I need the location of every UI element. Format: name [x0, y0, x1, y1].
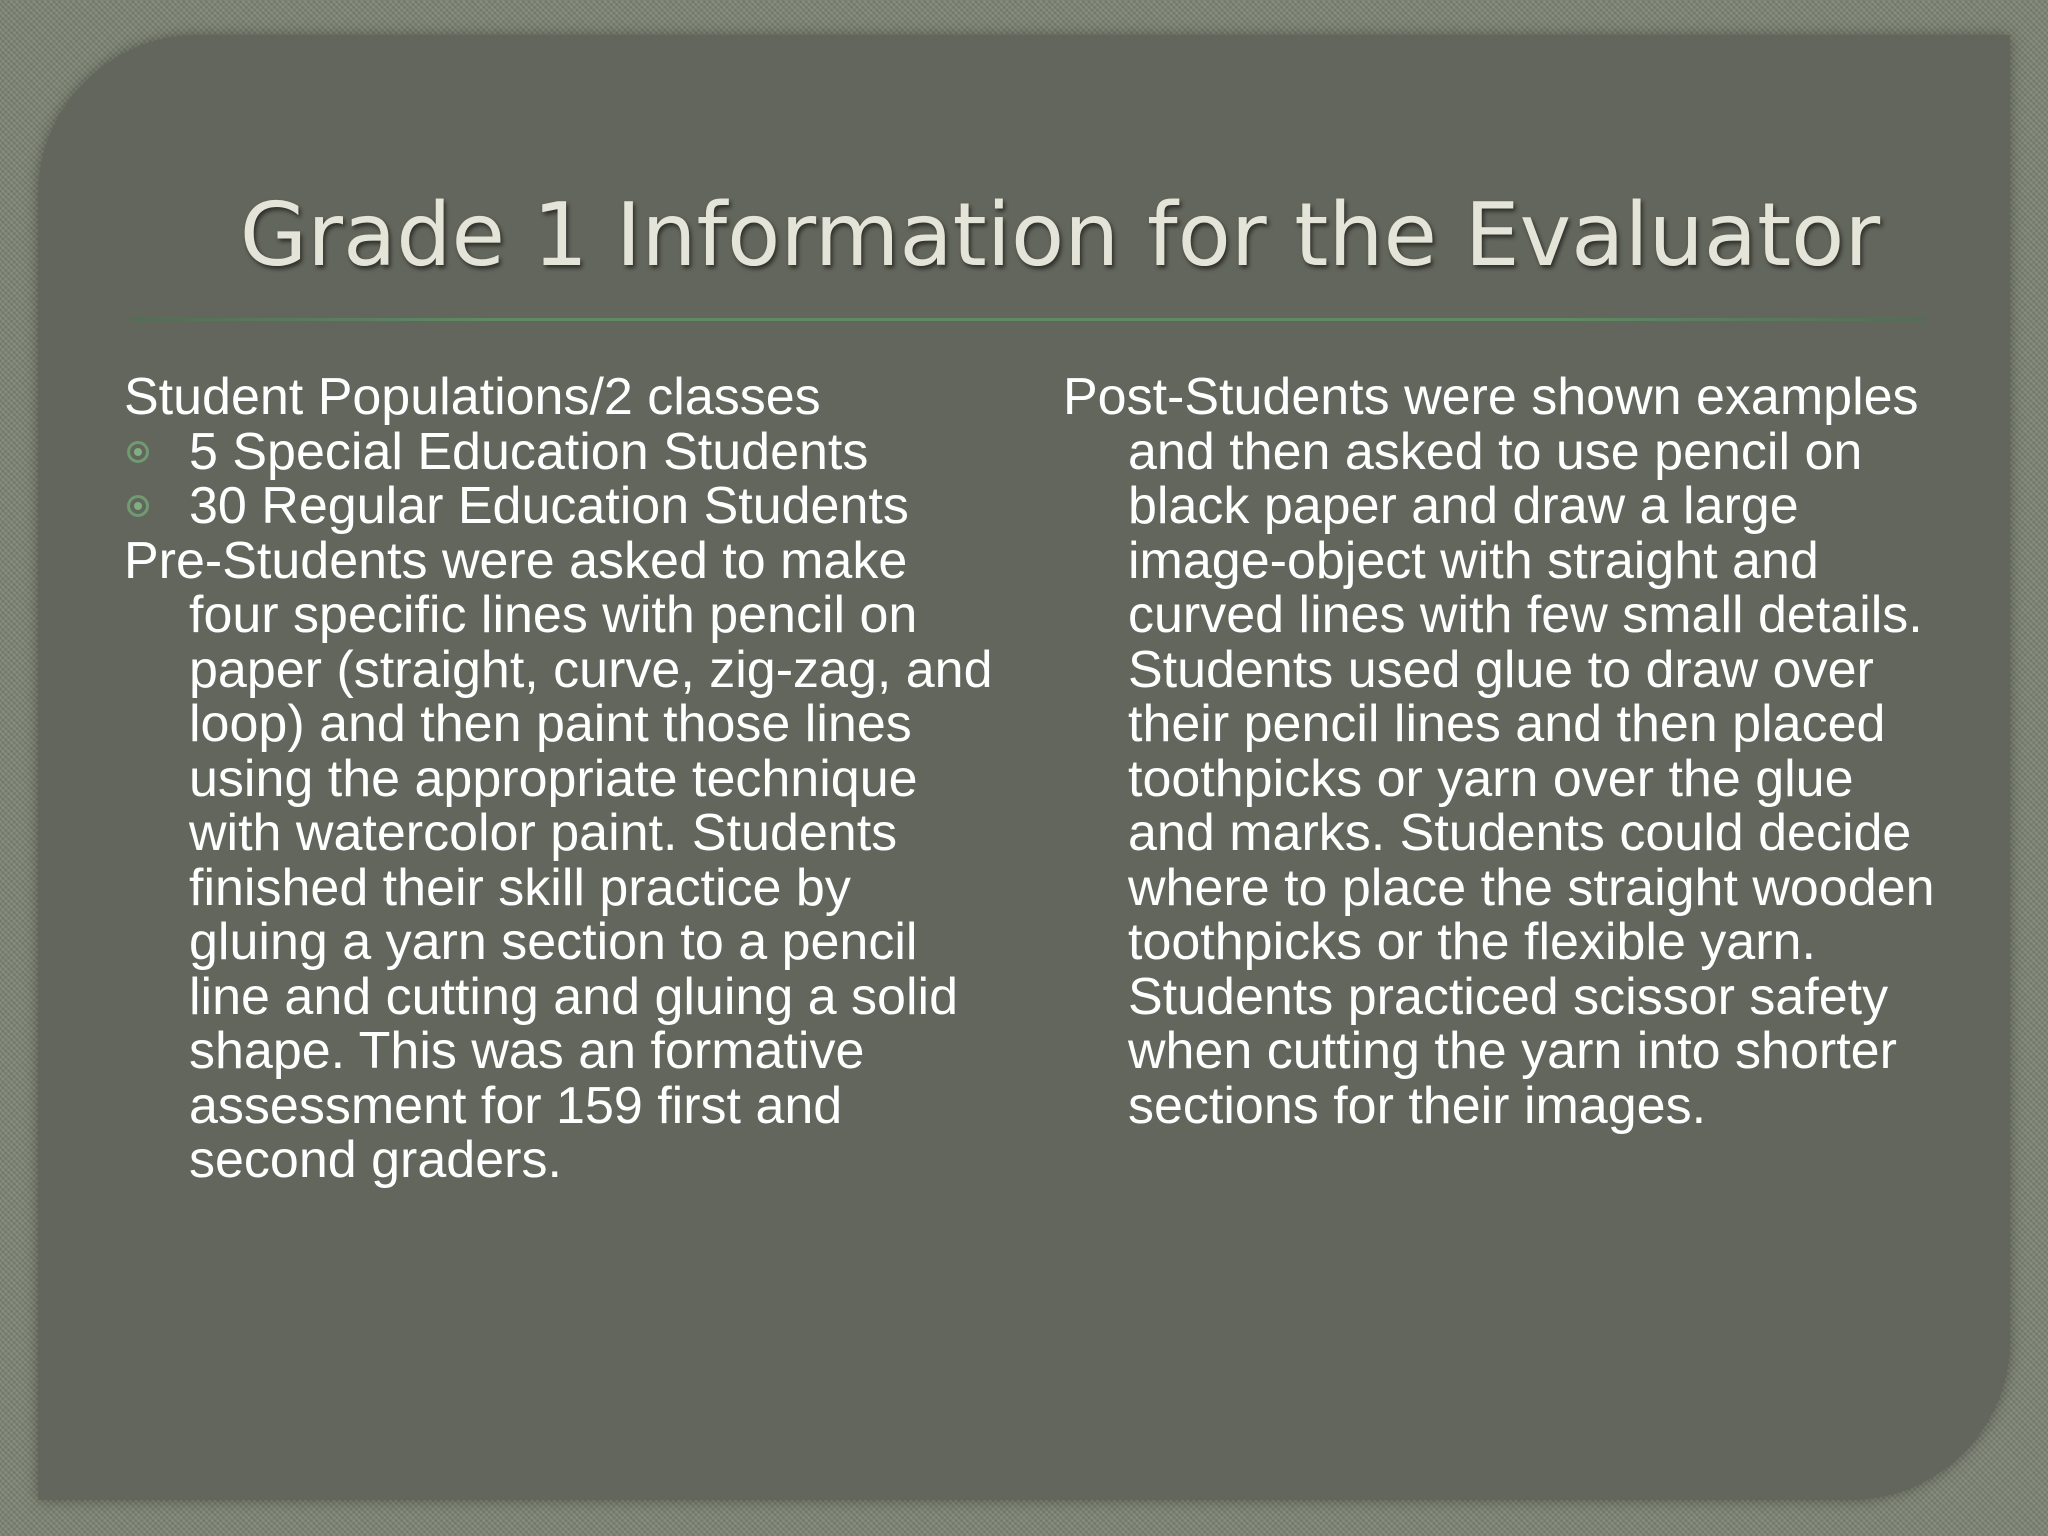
- circle-dot-bullet-icon: [127, 495, 149, 517]
- bullet-text: 30 Regular Education Students: [189, 477, 909, 535]
- bullet-item-regular-education: [124, 479, 1004, 534]
- circle-dot-bullet-icon: [127, 441, 149, 463]
- bullet-text: 5 Special Education Students: [189, 422, 869, 481]
- left-column: [124, 370, 1004, 1188]
- bullet-item-special-education: [124, 422, 1004, 481]
- right-column: [1063, 370, 1943, 1133]
- title-divider: [132, 318, 1924, 321]
- student-populations-heading: Student Populations/2 classes: [124, 368, 821, 426]
- post-assessment-paragraph: Post-Students were shown examples and then asked to use pencil on black paper and draw a large image-object with straight and curved lines with few small details. Students used glue to draw over their pencil lines and then placed toothpicks or yarn over the glue and marks. Students could decide where to place the straight wooden toothpicks or the flexible yarn. Students practiced scissor safety when cutting the yarn into shorter sections for their images.: [1063, 368, 1935, 1135]
- pre-assessment-paragraph: Pre-Students were asked to make four specific lines with pencil on paper (straight, curve, zig-zag, and loop) and then paint those lines using the appropriate technique with watercolor paint. Students finished their skill practice by gluing a yarn section to a pencil line and cutting and gluing a solid shape. This was an formative assessment for 159 first and second graders.: [124, 531, 993, 1189]
- slide-title: Grade 1 Information for the Evaluator: [239, 184, 1881, 286]
